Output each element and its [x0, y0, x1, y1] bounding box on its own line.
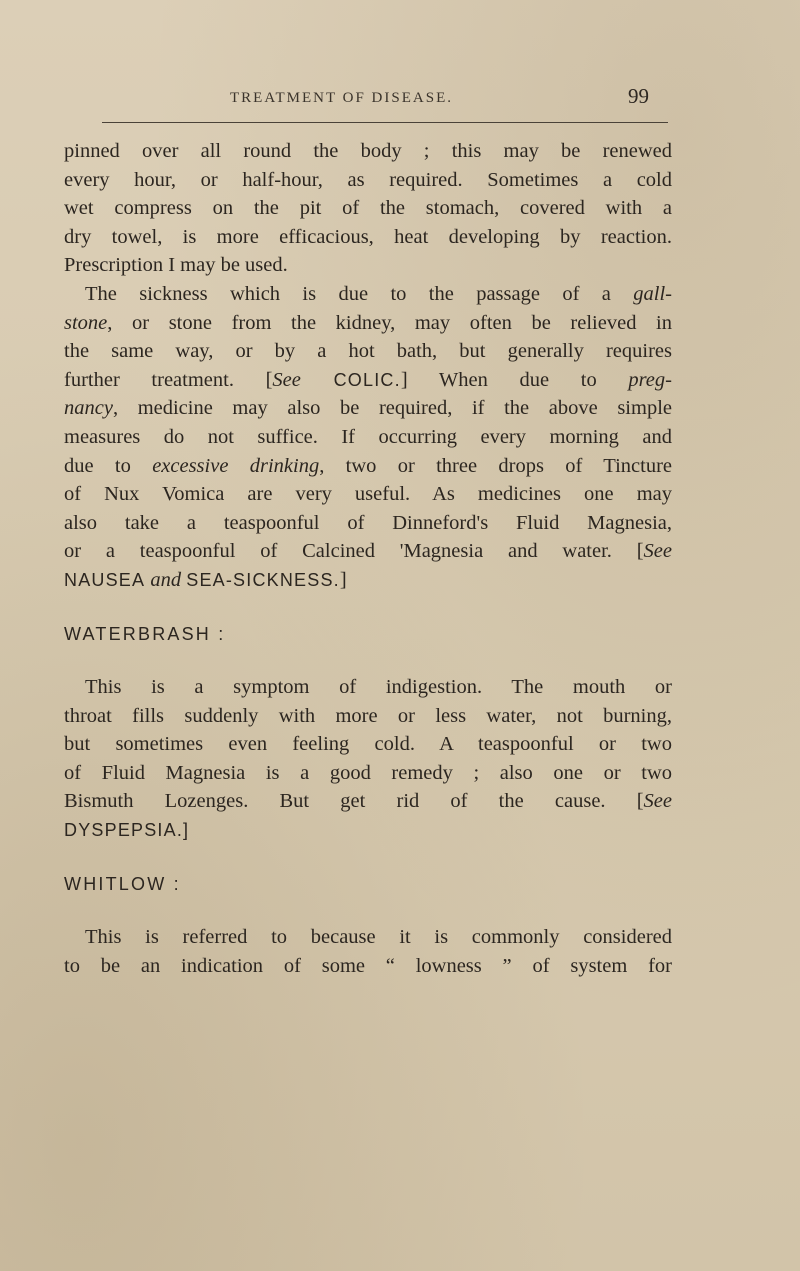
text-line: wet compress on the pit of the stomach, covered with a	[64, 197, 672, 220]
running-head	[0, 84, 800, 114]
text-line: due to excessive drinking, two or three drops of Tincture	[64, 454, 673, 477]
text-line: nancy, medicine may also be required, if the above simple	[64, 397, 672, 420]
text-line: also take a teaspoonful of Dinneford's Fluid Magnesia,	[64, 511, 672, 534]
text-line: stone, or stone from the kidney, may often be relieved in	[64, 311, 672, 334]
cross-reference: NAUSEA	[64, 569, 146, 590]
text-line: further treatment. [See COLIC.] When due to preg-	[64, 368, 672, 391]
header-rule	[102, 122, 668, 123]
text-line: The sickness which is due to the passage of a gall-	[85, 282, 672, 305]
cross-reference: COLIC.	[300, 369, 401, 390]
text-line: but sometimes even feeling cold. A teaspoonful or two	[64, 733, 672, 756]
text-line: Prescription I may be used.	[64, 254, 288, 277]
section-heading-waterbrash: WATERBRASH :	[64, 623, 226, 644]
text-line: This is referred to because it is commonly considered	[85, 926, 672, 949]
cross-reference: DYSPEPSIA.]	[64, 820, 190, 841]
text-line: Bismuth Lozenges. But get rid of the cause. [See	[64, 790, 672, 813]
text-line: throat fills suddenly with more or less water, not burning,	[64, 704, 672, 727]
text-line: to be an indication of some “ lowness ” of system for	[64, 954, 672, 977]
text-line: NAUSEA and SEA-SICKNESS.]	[64, 568, 347, 591]
cross-reference: SEA-SICKNESS.	[186, 569, 340, 590]
text-line: This is a symptom of indigestion. The mouth or	[85, 676, 672, 699]
text-line: measures do not suffice. If occurring every morning and	[64, 425, 672, 448]
running-head-title: TREATMENT OF DISEASE.	[230, 90, 453, 106]
text-line: dry towel, is more efficacious, heat developing by reaction.	[64, 225, 672, 248]
text-line: or a teaspoonful of Calcined 'Magnesia and water. [See	[64, 540, 672, 563]
text-line: the same way, or by a hot bath, but generally requires	[64, 340, 672, 363]
text-line: of Nux Vomica are very useful. As medicines one may	[64, 483, 672, 506]
body-text	[64, 137, 672, 980]
text-line: pinned over all round the body ; this may be renewed	[64, 140, 672, 162]
text-line: of Fluid Magnesia is a good remedy ; also one or two	[64, 761, 672, 784]
page-number: 99	[628, 84, 649, 108]
section-heading-whitlow: WHITLOW :	[64, 873, 181, 894]
text-line: every hour, or half-hour, as required. Sometimes a cold	[64, 168, 672, 191]
